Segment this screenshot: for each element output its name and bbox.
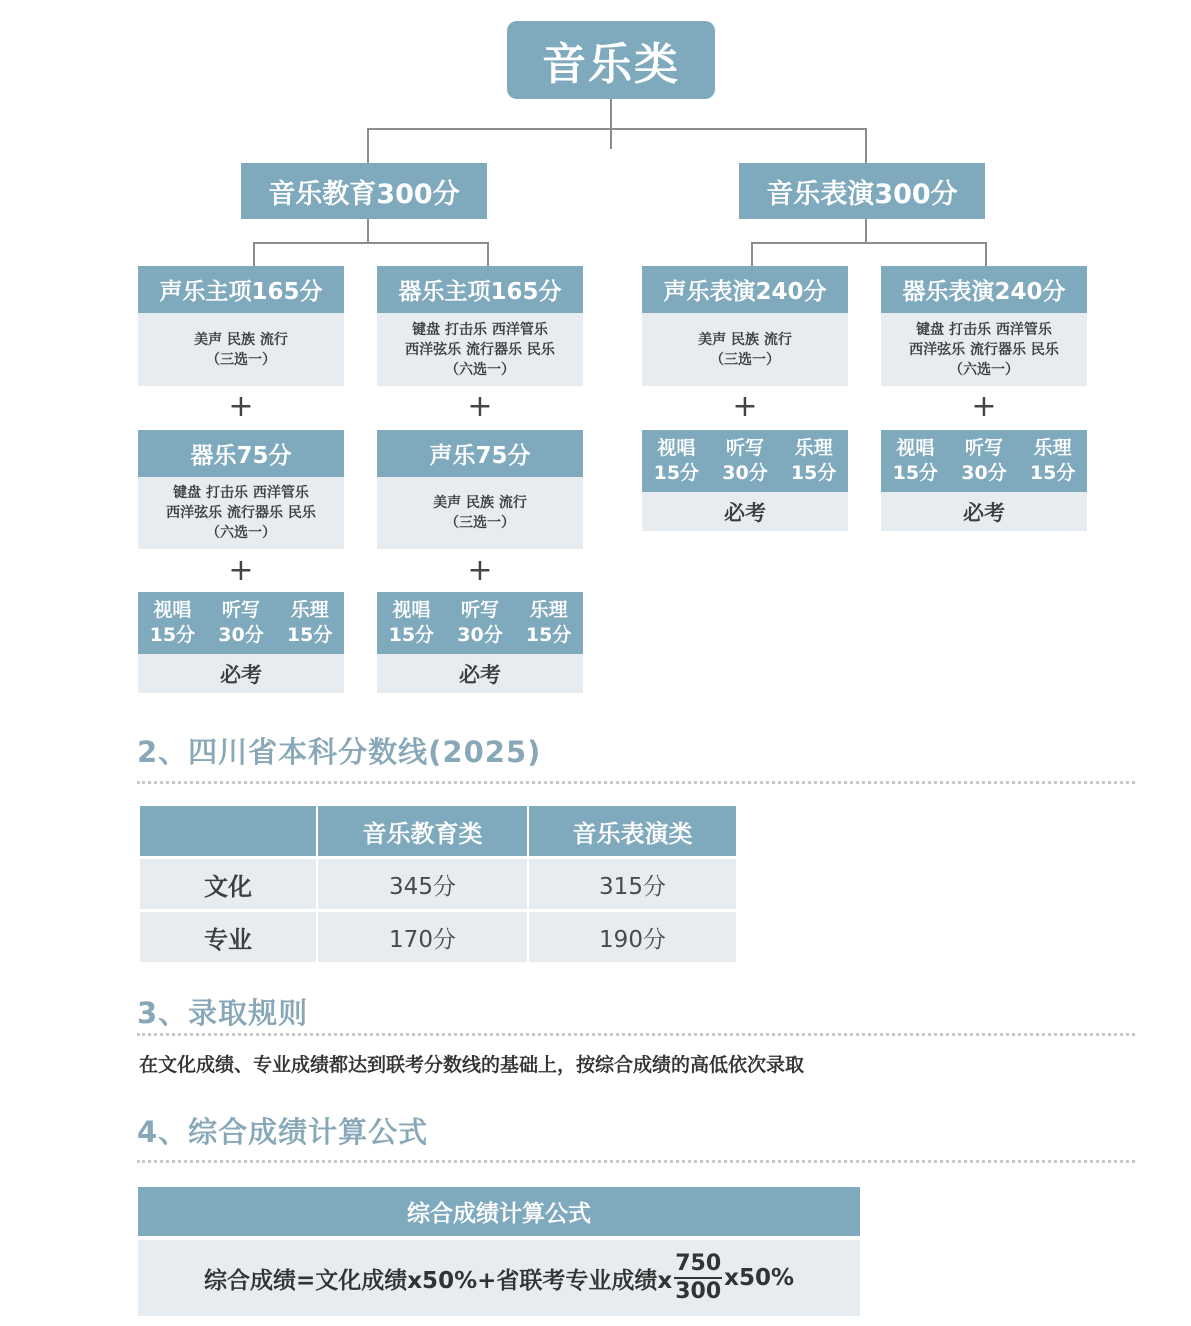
plus-sign: + (971, 389, 997, 424)
divider (137, 1160, 1135, 1163)
connector (487, 242, 489, 266)
branch-music-performance: 音乐表演300分 (739, 163, 985, 219)
subject-score: 30分 (218, 624, 264, 646)
subject-score: 30分 (457, 624, 503, 646)
subject-score: 30分 (722, 462, 768, 484)
card-line: 键盘 打击乐 西洋管乐 (916, 321, 1052, 338)
card-instrument-minor (138, 430, 344, 549)
card-line: （六选一） (206, 525, 276, 541)
formula-box (138, 1240, 860, 1316)
table-row (140, 912, 736, 965)
subject-score: 15分 (892, 462, 939, 484)
card-head: 声乐75分 (377, 430, 583, 477)
subject-score: 30分 (961, 462, 1007, 484)
connector (865, 128, 867, 163)
table-cell: 170分 (318, 912, 527, 965)
card-instrument-major (377, 266, 583, 386)
trio-grid (377, 592, 583, 654)
card-body (881, 313, 1087, 386)
trio-grid (642, 430, 848, 492)
card-head: 声乐表演240分 (642, 266, 848, 313)
card-line: 键盘 打击乐 西洋管乐 (412, 321, 548, 338)
card-vocal-minor (377, 430, 583, 549)
card-vocal-major (138, 266, 344, 386)
table-cell: 345分 (318, 859, 527, 912)
table-header-cell: 音乐教育类 (318, 806, 527, 859)
admission-rule-text: 在文化成绩、专业成绩都达到联考分数线的基础上，按综合成绩的高低依次录取 (139, 1054, 805, 1076)
subject-score: 15分 (388, 624, 435, 646)
subject-name: 听写 (964, 437, 1003, 459)
subject-name: 乐理 (794, 437, 833, 459)
subject-name: 视唱 (392, 599, 431, 621)
card-body (138, 477, 344, 549)
subject-name: 视唱 (657, 437, 696, 459)
subject-name: 视唱 (896, 437, 935, 459)
connector (751, 242, 753, 266)
plus-sign: + (467, 389, 493, 424)
card-body (377, 477, 583, 549)
card-head: 器乐主项165分 (377, 266, 583, 313)
card-line: 美声 民族 流行 (698, 331, 792, 348)
formula-left: 综合成绩=文化成绩x50%+省联考专业成绩x (203, 1267, 673, 1294)
branch-music-education: 音乐教育300分 (241, 163, 487, 219)
plus-sign: + (228, 389, 254, 424)
card-line: （三选一） (206, 351, 276, 368)
card-head: 器乐75分 (138, 430, 344, 477)
required-label: 必考 (377, 654, 583, 693)
card-body (377, 313, 583, 386)
connector (751, 242, 987, 244)
subject-score: 15分 (790, 462, 837, 484)
card-line: （六选一） (949, 361, 1019, 378)
table-header-cell (140, 806, 316, 859)
formula-fraction (674, 1251, 722, 1305)
card-basic-subjects (881, 430, 1087, 531)
card-line: 键盘 打击乐 西洋管乐 (173, 485, 309, 501)
table-cell: 190分 (529, 912, 736, 965)
plus-sign: + (228, 553, 254, 588)
table-row (140, 859, 736, 912)
card-line: 美声 民族 流行 (433, 495, 527, 511)
connector (865, 219, 867, 243)
formula-box-title: 综合成绩计算公式 (138, 1187, 860, 1236)
subject-score: 15分 (525, 624, 572, 646)
card-basic-subjects (642, 430, 848, 531)
connector (253, 242, 489, 244)
card-body (642, 313, 848, 386)
subject-score: 15分 (1029, 462, 1076, 484)
connector (985, 242, 987, 266)
trio-grid (138, 592, 344, 654)
card-body (138, 313, 344, 386)
card-line: （三选一） (710, 351, 780, 368)
card-basic-subjects (138, 592, 344, 693)
table-header-cell: 音乐表演类 (529, 806, 736, 859)
subject-name: 乐理 (290, 599, 329, 621)
card-vocal-performance (642, 266, 848, 386)
plus-sign: + (467, 553, 493, 588)
card-basic-subjects (377, 592, 583, 693)
divider (137, 781, 1135, 784)
subject-name: 听写 (725, 437, 764, 459)
table-row-header: 文化 (140, 859, 316, 912)
cutoff-table (138, 806, 738, 965)
connector (367, 128, 369, 163)
subject-score: 15分 (653, 462, 700, 484)
trio-grid (881, 430, 1087, 492)
subject-name: 乐理 (529, 599, 568, 621)
card-line: （六选一） (445, 361, 515, 378)
card-head: 器乐表演240分 (881, 266, 1087, 313)
subject-score: 15分 (286, 624, 333, 646)
fraction-denominator: 300 (675, 1279, 722, 1304)
subject-name: 听写 (221, 599, 260, 621)
connector (253, 242, 255, 266)
connector (610, 99, 612, 149)
formula-right: x50% (724, 1265, 795, 1291)
root-node: 音乐类 (507, 21, 715, 99)
table-row-header: 专业 (140, 912, 316, 965)
required-label: 必考 (881, 492, 1087, 531)
card-instrument-performance (881, 266, 1087, 386)
card-head: 声乐主项165分 (138, 266, 344, 313)
section-title-cutoff: 2、四川省本科分数线(2025) (137, 735, 542, 769)
subject-name: 听写 (460, 599, 499, 621)
required-label: 必考 (642, 492, 848, 531)
plus-sign: + (732, 389, 758, 424)
subject-score: 15分 (149, 624, 196, 646)
table-header-row (140, 806, 736, 859)
subject-name: 乐理 (1033, 437, 1072, 459)
card-line: 西洋弦乐 流行器乐 民乐 (166, 505, 316, 521)
connector (367, 128, 867, 130)
divider (137, 1033, 1135, 1036)
fraction-numerator: 750 (674, 1251, 722, 1279)
connector (367, 219, 369, 243)
table-cell: 315分 (529, 859, 736, 912)
section-title-formula: 4、综合成绩计算公式 (137, 1115, 429, 1149)
card-line: （三选一） (445, 515, 515, 531)
card-line: 西洋弦乐 流行器乐 民乐 (405, 341, 555, 358)
required-label: 必考 (138, 654, 344, 693)
card-line: 西洋弦乐 流行器乐 民乐 (909, 341, 1059, 358)
section-title-admission: 3、录取规则 (137, 996, 309, 1030)
card-line: 美声 民族 流行 (194, 331, 288, 348)
subject-name: 视唱 (153, 599, 192, 621)
